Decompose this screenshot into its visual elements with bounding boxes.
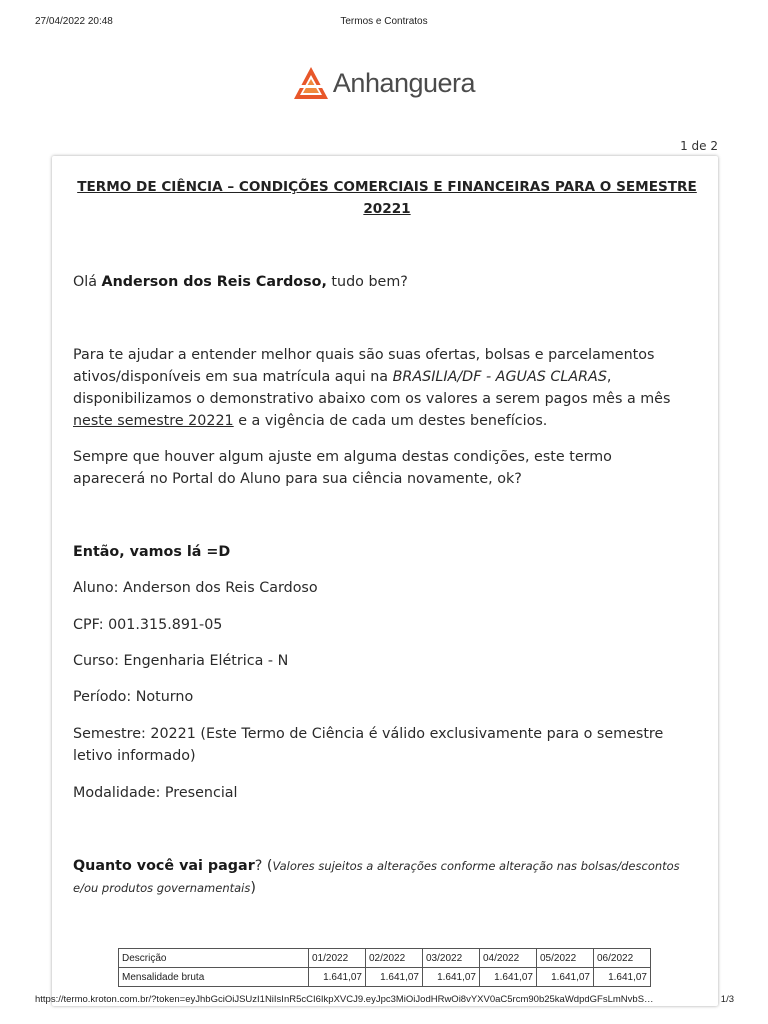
- table-header-cell: 01/2022: [309, 949, 366, 968]
- table-cell: 1.641,07: [309, 968, 366, 987]
- pay-qmark: ? (: [254, 858, 273, 874]
- print-date: 27/04/2022 20:48: [35, 16, 113, 27]
- lets-go-heading: [73, 541, 683, 563]
- print-url: https://termo.kroton.com.br/?token=eyJhbGciOiJSUzI1NiIsInR5cCI6IkpXVCJ9.eyJpc3MiOiJodHRwOi8vYXV0aC5rcm90b25kaWdpdGFsLmNvbS…: [35, 994, 654, 1005]
- print-title: Termos e Contratos: [340, 16, 428, 27]
- table-header-row: [119, 949, 651, 968]
- intro-text-2: , disponibilizamos o demonstrativo abaixo com os valores a serem pagos mês a mês: [73, 369, 671, 407]
- greeting: [73, 271, 683, 293]
- anhanguera-logo-icon: [293, 66, 329, 100]
- field-curso: Curso: Engenharia Elétrica - N: [73, 653, 289, 669]
- pay-note: Valores sujeitos a alterações conforme alteração nas bolsas/descontos e/ou produtos governamentais: [73, 859, 680, 895]
- field-aluno: Aluno: Anderson dos Reis Cardoso: [73, 580, 318, 596]
- table-cell: 1.641,07: [423, 968, 480, 987]
- intro-text-1: Para te ajudar a entender melhor quais são suas ofertas, bolsas e parcelamentos ativos/disponíveis em sua matrícula aqui na: [73, 347, 655, 385]
- table-header-cell: 06/2022: [594, 949, 651, 968]
- table-header-cell: 04/2022: [480, 949, 537, 968]
- field-cpf: CPF: 001.315.891-05: [73, 617, 223, 633]
- table-cell: 1.641,07: [537, 968, 594, 987]
- greeting-suffix: tudo bem?: [326, 274, 408, 290]
- lets-go-text: Então, vamos lá =D: [73, 544, 231, 560]
- table-header-cell: 03/2022: [423, 949, 480, 968]
- values-table: [118, 948, 651, 987]
- greeting-prefix: Olá: [73, 274, 102, 290]
- pay-heading: [73, 855, 683, 899]
- table-cell: 1.641,07: [480, 968, 537, 987]
- pay-close: ): [250, 880, 256, 896]
- table-row: [119, 968, 651, 987]
- page-count: 1 de 2: [680, 139, 718, 153]
- print-page-number: 1/3: [720, 994, 734, 1005]
- notice-paragraph: Sempre que houver algum ajuste em alguma destas condições, este termo aparecerá no Portal do Aluno para sua ciência novamente, ok?: [73, 449, 612, 487]
- brand-name: Anhanguera: [332, 67, 476, 98]
- print-footer: [0, 994, 768, 1008]
- table-header-cell: Descrição: [119, 949, 309, 968]
- table-header-cell: 05/2022: [537, 949, 594, 968]
- semester-link: neste semestre 20221: [73, 413, 234, 429]
- brand-logo: [0, 66, 768, 100]
- print-header: [0, 16, 768, 30]
- student-name: Anderson dos Reis Cardoso,: [101, 274, 327, 290]
- field-semestre: Semestre: 20221 (Este Termo de Ciência é válido exclusivamente para o semestre letivo informado): [73, 726, 664, 764]
- field-periodo: Período: Noturno: [73, 689, 194, 705]
- table-cell: Mensalidade bruta: [119, 968, 309, 987]
- intro-paragraph: [73, 344, 678, 432]
- term-title: TERMO DE CIÊNCIA – CONDIÇÕES COMERCIAIS E FINANCEIRAS PARA O SEMESTRE 20221: [77, 179, 697, 217]
- pay-title: Quanto você vai pagar: [73, 858, 255, 874]
- table-header-cell: 02/2022: [366, 949, 423, 968]
- campus-name: BRASILIA/DF - AGUAS CLARAS: [392, 369, 607, 385]
- table-cell: 1.641,07: [366, 968, 423, 987]
- table-cell: 1.641,07: [594, 968, 651, 987]
- field-modalidade: Modalidade: Presencial: [73, 785, 238, 801]
- intro-text-3: e a vigência de cada um destes benefícios.: [233, 413, 548, 429]
